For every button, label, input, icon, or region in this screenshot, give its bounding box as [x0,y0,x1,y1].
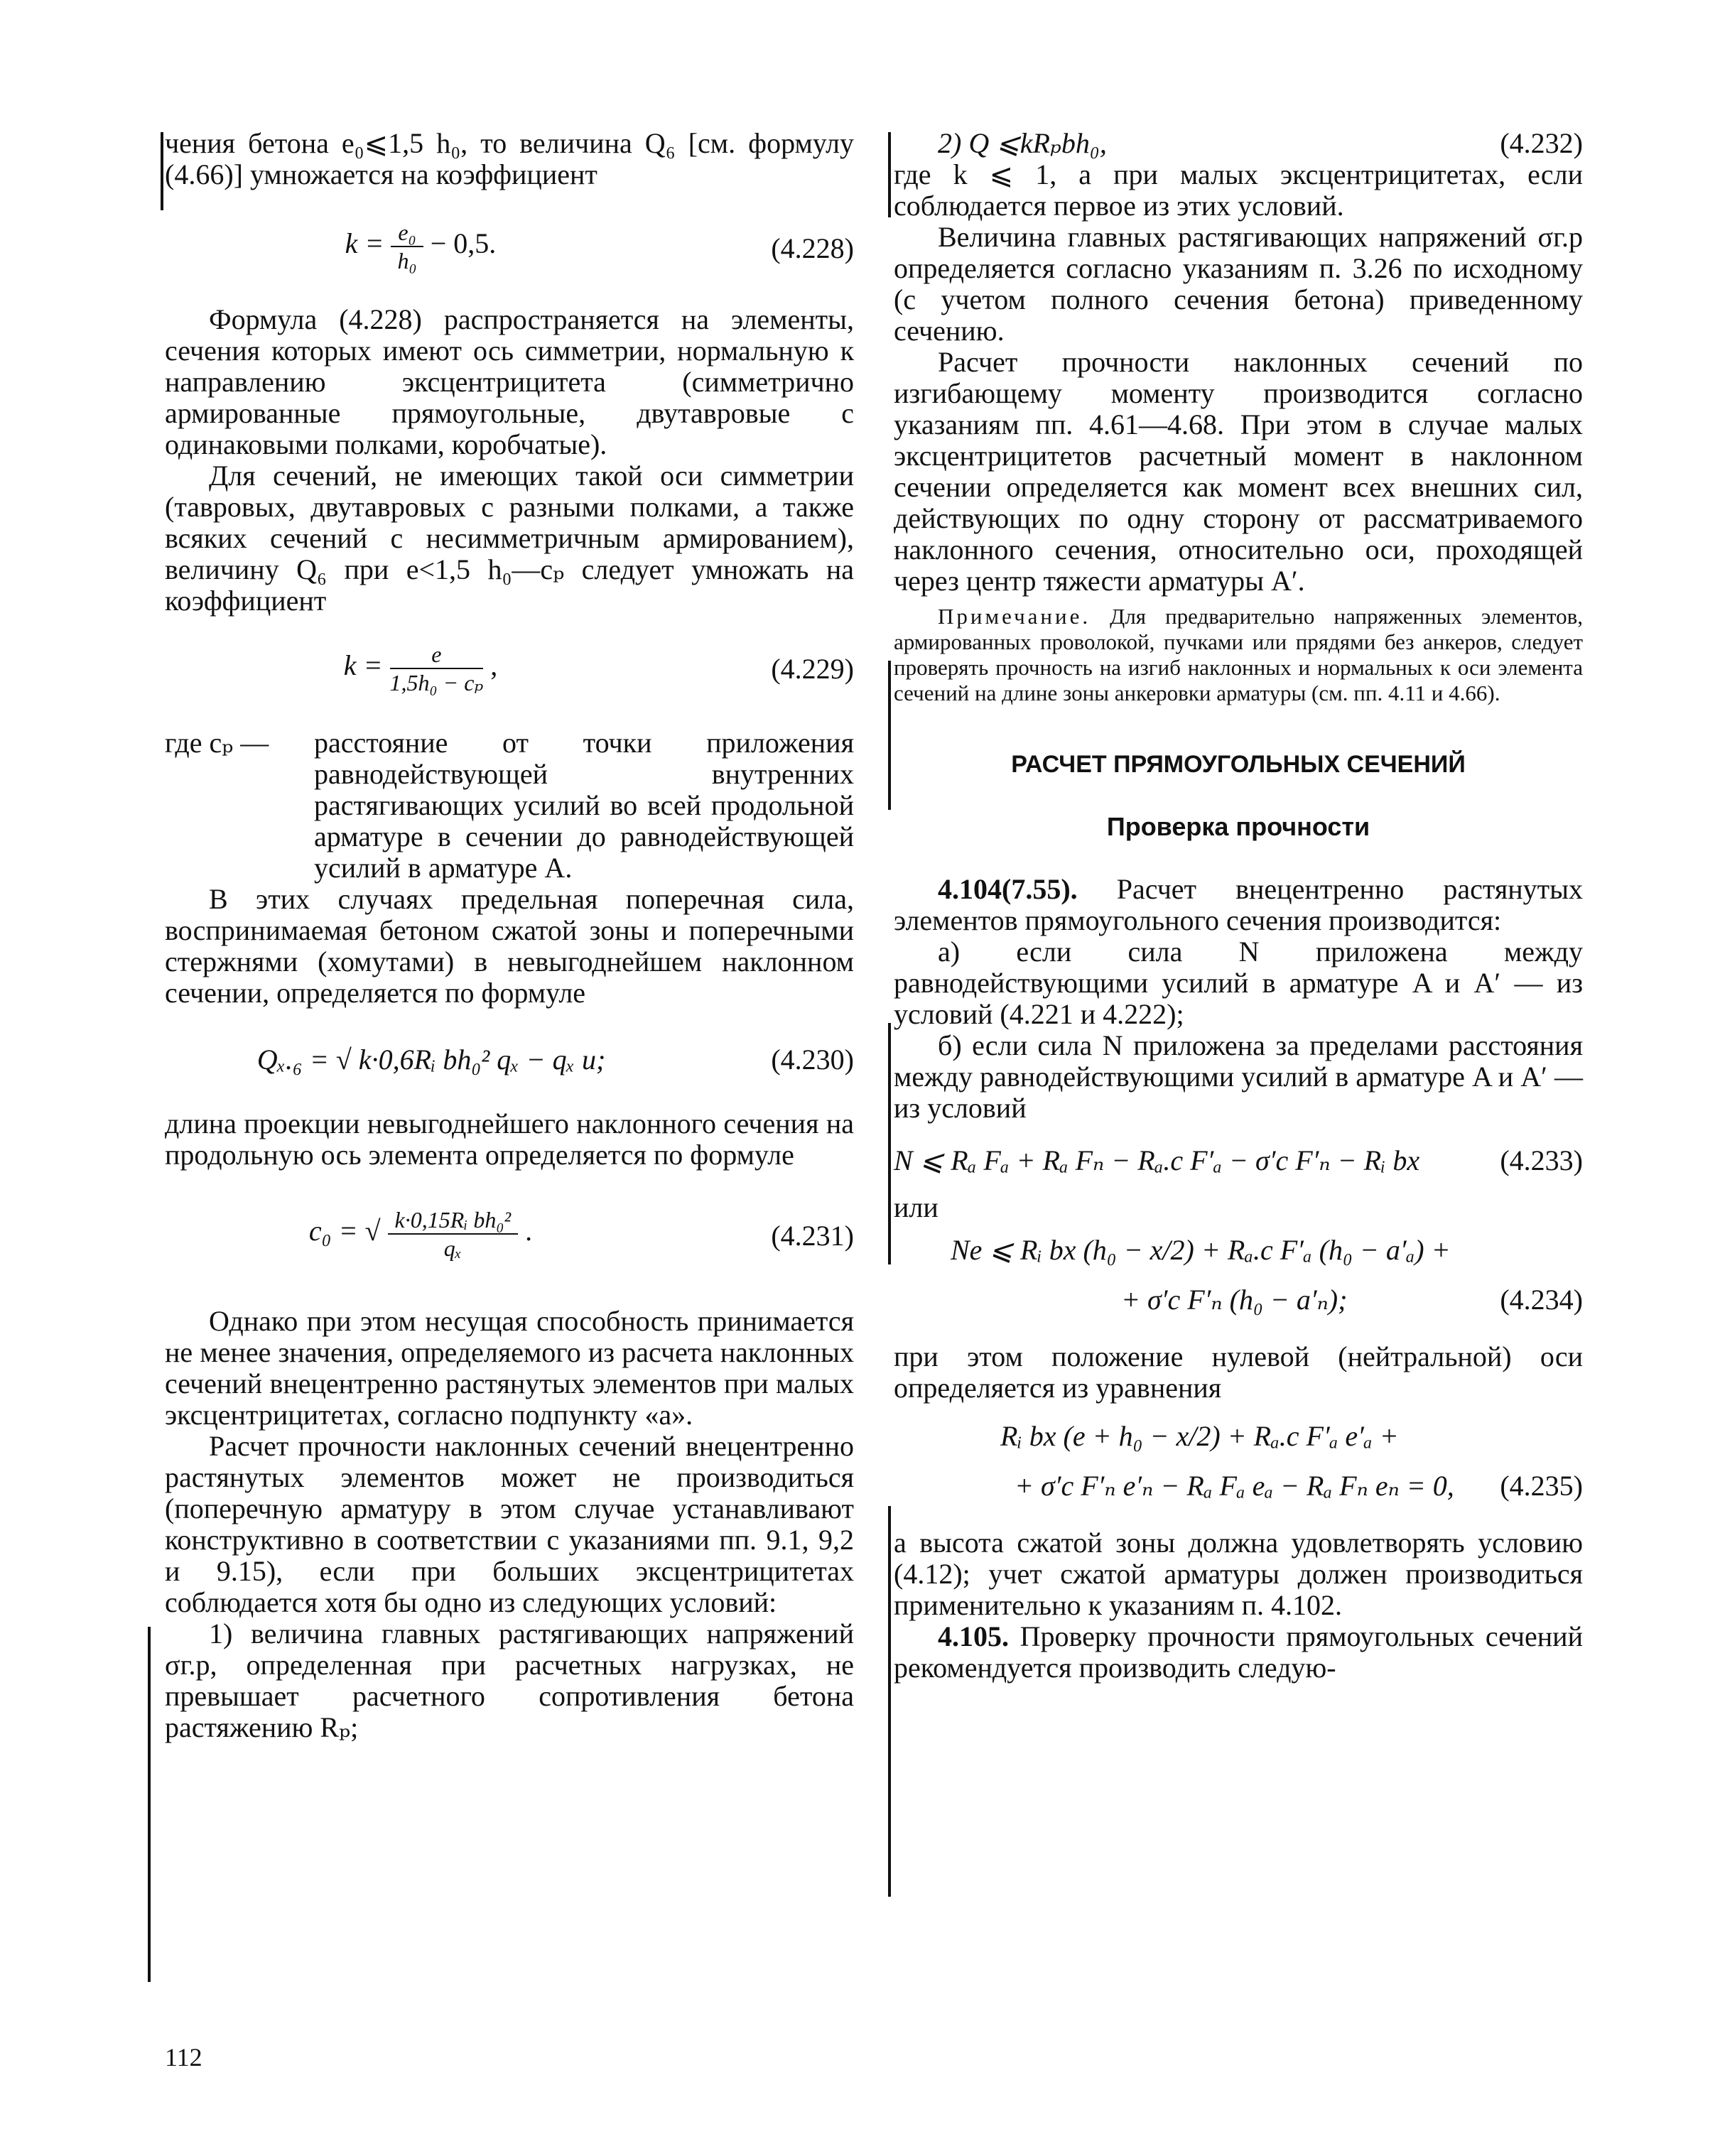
paragraph: 4.104(7.55). Расчет внецентренно растянутых элементов прямоугольного сечения производится: [894,873,1583,936]
formula-expression: N ⩽ Rₐ Fₐ + Rₐ Fₙ − Rₐ.с F′ₐ − σ′с F′ₙ − Rᵢ bx [894,1144,1420,1176]
formula-line: Rᵢ bx (e + h₀ − x/2) + Rₐ.с F′ₐ e′ₐ + [1000,1420,1399,1452]
paragraph: длина проекции невыгоднейшего наклонного сечения на продольную ось элемента определяется по формуле [165,1107,854,1171]
formula-lhs: c₀ = √ [308,1215,381,1247]
formula-4-234 [894,1235,1583,1341]
formula-line: Ne ⩽ Rᵢ bx (h₀ − x/2) + Rₐ.с F′ₐ (h₀ − a′ₐ) + [951,1234,1451,1266]
formula-number: (4.232) [1500,127,1583,159]
left-column [165,128,854,1743]
formula-rhs: − 0,5. [430,227,497,260]
change-bar [888,1506,891,1897]
paragraph: а высота сжатой зоны должна удовлетворять условию (4.12); учет сжатой арматуры должен производиться применительно к указаниям п. 4.102. [894,1527,1583,1621]
formula-number: (4.231) [771,1220,854,1252]
formula-fraction: $\frac{\text{e₀}}{\text{h₀}}$ [391,219,423,274]
formula-fraction: $\frac{\text{k·0,15Rᵢ bh₀²}}{\text{qₓ}}$ [388,1206,519,1262]
formula-expression: Qₓ.₆ = √ k·0,6Rᵢ bh₀² qₓ − qₓ u; [256,1044,606,1076]
formula-fraction: $\frac{e}{\text{1,5h₀ − cₚ}}$ [389,641,484,695]
change-bar [888,132,891,217]
paragraph: чения бетона e₀⩽1,5 h₀, то величина Q₆ [см. формулу (4.66)] умножается на коэффициент [165,127,854,190]
paragraph: Формула (4.228) распространяется на элементы, сечения которых имеют ось симметрии, нормальную к направлению эксцентрицитета (симметрично армированные прямоугольные, двутавровые с одинаковыми полками, коробчатые). [165,303,854,460]
formula-4-230 [165,1023,854,1108]
formula-4-228 [165,205,854,304]
variable-definition [165,727,854,884]
paragraph: Расчет прочности наклонных сечений внецентренно растянутых элементов может не производиться (поперечную арматуру в этом случае устанавливают конструктивно в соответствии с указаниями пп. 9.1, 9,2 и 9.15), если при больших эксцентрицитетах соблюдается хотя бы одно из следующих условий: [165,1430,854,1618]
formula-number: (4.235) [1500,1470,1583,1502]
paragraph: Расчет прочности наклонных сечений по изгибающему моменту производится согласно указаниям пп. 4.61—4.68. При этом в случае малых эксцентрицитетов расчетный момент в наклонном сечении определяется как момент всех внешних сил, действующих по одну сторону от рассматриваемого наклонного сечения, относительно оси, проходящей через центр тяжести арматуры A′. [894,346,1583,597]
paragraph: 1) величина главных растягивающих напряжений σг.р, определенная при расчетных нагрузках, не превышает расчетного сопротивления бетона растяжению Rₚ; [165,1618,854,1743]
formula-line: + σ′с F′ₙ (h₀ − a′ₙ); [1121,1284,1348,1316]
formula-4-232 [894,128,1583,159]
note-label: Примечание. [938,604,1091,629]
clause-number: 4.105. [938,1620,1009,1652]
paragraph: Однако при этом несущая способность принимается не менее значения, определяемого из расчета наклонных сечений внецентренно растянутых элементов при малых эксцентрицитетах, согласно подпункту «а». [165,1305,854,1431]
formula-number: (4.228) [771,232,854,264]
formula-lhs: k = [343,649,383,682]
section-heading: РАСЧЕТ ПРЯМОУГОЛЬНЫХ СЕЧЕНИЙ [1011,751,1466,778]
change-bar [148,1627,151,1982]
paragraph: при этом положение нулевой (нейтральной) оси определяется из уравнения [894,1340,1583,1404]
paragraph: где k ⩽ 1, а при малых эксцентрицитетах, если соблюдается первое из этих условий. [894,158,1583,222]
right-column [894,128,1583,1684]
formula-4-231: c₀ = √ $\frac{\text{k·0,15Rᵢ bh₀²}}{\text{qₓ}}$ . (4.231) [308,1207,854,1261]
formula-line: + σ′с F′ₙ e′ₙ − Rₐ Fₐ eₐ − Rₐ Fₙ eₙ = 0, [1015,1470,1454,1502]
formula-4-233 [894,1135,1583,1192]
change-bar [888,661,891,810]
change-bar [888,1023,891,1264]
definition-label: где cₚ — [165,727,269,759]
formula-number: (4.234) [1500,1284,1583,1316]
formula-expression: 2) Q ⩽kRₚbh₀, [938,127,1107,159]
formula-number: (4.233) [1500,1144,1583,1176]
definition-text: расстояние от точки приложения равнодействующей внутренних растягивающих усилий во всей продольной арматуре в сечении до равнодействующей усилий в арматуре A. [314,727,854,884]
subsection-heading: Проверка прочности [1106,812,1370,841]
paragraph: В этих случаях предельная поперечная сила, воспринимаемая бетоном сжатой зоны и поперечными стержнями (хомутами) в невыгоднейшем наклонном сечении, определяется по формуле [165,883,854,1009]
formula-lhs: k = [345,227,384,260]
paragraph: 4.105. Проверку прочности прямоугольных сечений рекомендуется производить следую- [894,1620,1583,1684]
paragraph: б) если сила N приложена за пределами расстояния между равнодействующими усилий в арматуре A и A′ — из условий [894,1029,1583,1124]
change-bar [161,132,163,210]
conjunction: или [894,1191,939,1223]
page-number: 112 [165,2043,202,2071]
formula-number: (4.230) [771,1044,854,1076]
paragraph: Для сечений, не имеющих такой оси симметрии (тавровых, двутавровых с разными полками, а также всяких сечений с несимметричным армированием), величину Q₆ при e<1,5 h₀—cₚ следует умножать на коэффициент [165,460,854,617]
formula-4-235 [894,1421,1583,1527]
formula-number: (4.229) [771,653,854,685]
note-text: Для предварительно напряженных элементов, армированных проволокой, пучками или прядями без анкеров, следует проверять прочность на изгиб наклонных и нормальных к оси элемента сечений на длине зоны анкеровки арматуры (см. пп. 4.11 и 4.66). [894,604,1584,705]
formula-4-229: k = $\frac{e}{\text{1,5h₀ − cₚ}}$ , (4.229) [343,641,854,695]
clause-number: 4.104(7.55). [938,873,1078,905]
paragraph: а) если сила N приложена между равнодействующими усилий в арматуре A и A′ — из условий (4.221 и 4.222); [894,936,1583,1030]
paragraph: Величина главных растягивающих напряжений σг.р определяется согласно указаниям п. 3.26 по исходному (с учетом полного сечения бетона) приведенному сечению. [894,221,1583,347]
note [894,604,1583,706]
